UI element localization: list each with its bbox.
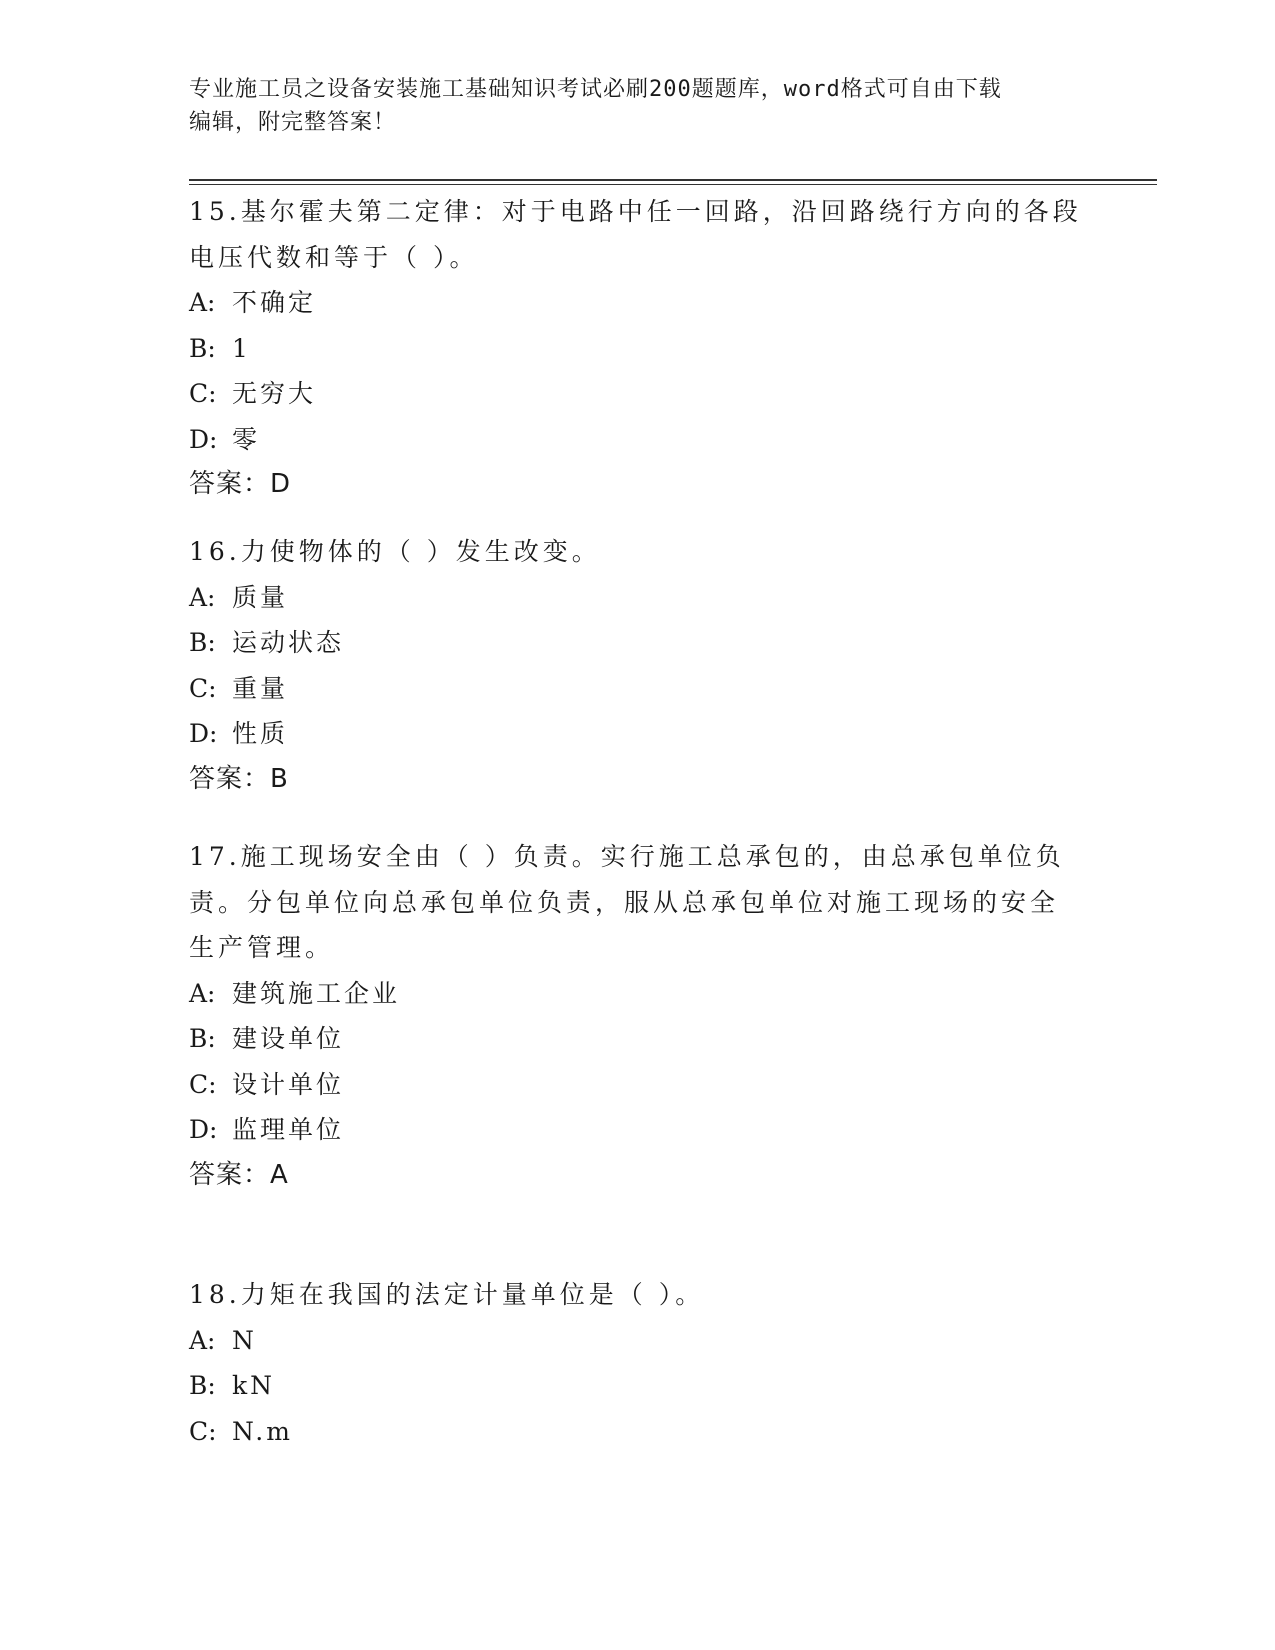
- option-c: [189, 1409, 1089, 1455]
- option-a: [189, 971, 1089, 1017]
- option-text: 重量: [232, 673, 289, 703]
- option-d: [189, 1107, 1089, 1153]
- question-stem-line: 17.施工现场安全由（ ）负责。实行施工总承包的，由总承包单位负: [189, 842, 1065, 871]
- question-15: [189, 189, 1089, 508]
- option-b: [189, 620, 1089, 666]
- header-divider-thin: [189, 184, 1157, 185]
- option-label: B:: [189, 628, 216, 657]
- option-label: D:: [189, 1115, 218, 1144]
- option-text: 监理单位: [232, 1115, 345, 1144]
- option-b: [189, 326, 1089, 372]
- option-label: B:: [189, 333, 216, 363]
- option-text: kN: [232, 1371, 276, 1400]
- option-d: [189, 417, 1089, 463]
- question-stem-line: 责。分包单位向总承包单位负责，服从总承包单位对施工现场的安全: [189, 887, 1060, 917]
- option-text: 质量: [232, 582, 289, 612]
- option-d: [189, 711, 1089, 757]
- option-text: 运动状态: [232, 628, 345, 657]
- option-text: 无穷大: [232, 379, 317, 408]
- option-b: [189, 1016, 1089, 1062]
- question-stem-line: 16.力使物体的（ ）发生改变。: [189, 537, 601, 566]
- option-text: 设计单位: [232, 1069, 345, 1099]
- option-label: C:: [189, 673, 217, 703]
- option-text: 不确定: [232, 288, 317, 317]
- option-a: [189, 280, 1089, 326]
- answer: 答案：A: [189, 1159, 289, 1190]
- option-label: C:: [189, 379, 217, 408]
- option-label: A:: [189, 978, 216, 1008]
- question-stem-line: 电压代数和等于（ ）。: [189, 242, 479, 272]
- question-stem-line: 生产管理。: [189, 933, 335, 962]
- option-label: A:: [189, 582, 216, 612]
- option-label: B:: [189, 1024, 216, 1053]
- option-label: C:: [189, 1069, 217, 1099]
- answer: 答案：D: [189, 469, 292, 499]
- option-text: N: [232, 1325, 257, 1355]
- option-text: 性质: [232, 719, 289, 748]
- question-18: [189, 1272, 1089, 1454]
- option-label: A:: [189, 1325, 216, 1355]
- option-label: A:: [189, 288, 216, 317]
- option-text: N.m: [232, 1416, 293, 1446]
- option-text: 1: [232, 333, 251, 363]
- question-stem-line: 18.力矩在我国的法定计量单位是（ ）。: [189, 1280, 705, 1309]
- option-label: B:: [189, 1371, 216, 1400]
- document-header: [189, 73, 1069, 139]
- option-text: 建筑施工企业: [232, 978, 401, 1008]
- option-a: [189, 1318, 1089, 1364]
- option-text: 零: [232, 424, 261, 454]
- option-c: [189, 666, 1089, 712]
- question-16: [189, 529, 1089, 802]
- header-line-2: 编辑，附完整答案！: [189, 110, 397, 135]
- question-17: [189, 834, 1089, 1198]
- header-divider: [189, 179, 1157, 181]
- option-label: D:: [189, 719, 218, 748]
- option-c: [189, 1062, 1089, 1108]
- option-label: C:: [189, 1416, 217, 1446]
- option-c: [189, 371, 1089, 417]
- option-text: 建设单位: [232, 1024, 345, 1053]
- header-line-1: 专业施工员之设备安装施工基础知识考试必刷200题题库，word格式可自由下载: [189, 77, 1002, 102]
- question-stem-line: 15.基尔霍夫第二定律：对于电路中任一回路，沿回路绕行方向的各段: [189, 197, 1082, 226]
- option-a: [189, 575, 1089, 621]
- answer: 答案：B: [189, 763, 289, 794]
- option-label: D:: [189, 424, 218, 454]
- option-b: [189, 1363, 1089, 1409]
